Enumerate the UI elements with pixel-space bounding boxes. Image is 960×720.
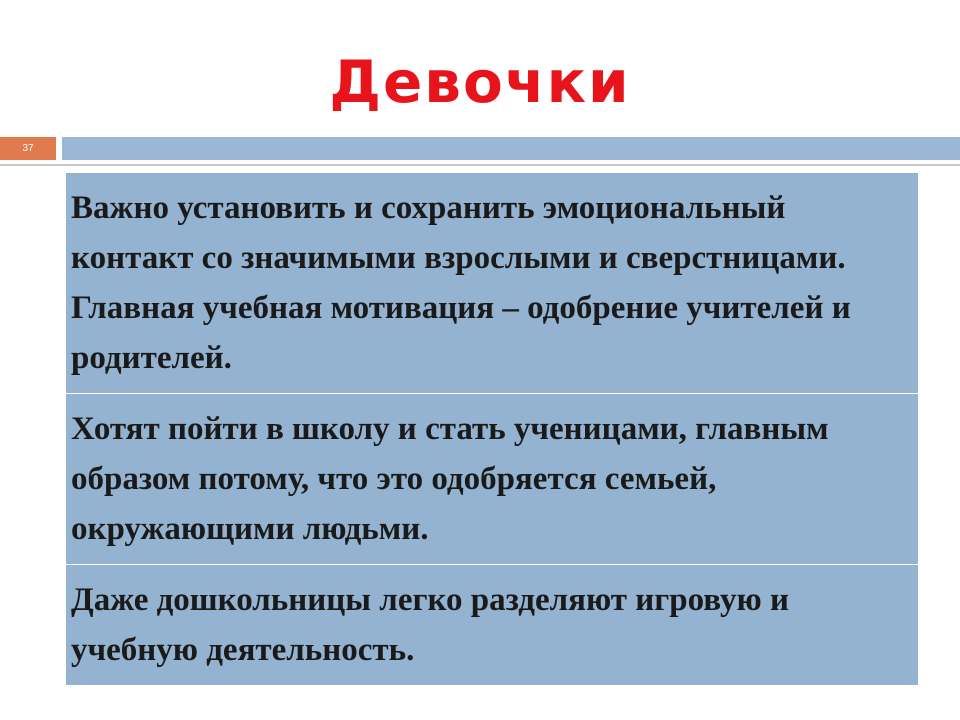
page-number-badge: 37 xyxy=(0,137,56,160)
table-cell: Даже дошкольницы легко разделяют игровую и учебную деятельность. xyxy=(66,565,919,686)
table-row xyxy=(66,173,919,394)
header-divider xyxy=(0,164,960,166)
table-row xyxy=(66,394,919,565)
table-cell: Важно установить и сохранить эмоциональный контакт со значимыми взрослыми и сверстницами. Главная учебная мотивация – одобрение учителей и родителей. xyxy=(66,173,919,394)
content-table xyxy=(65,172,919,686)
header-accent-bar xyxy=(62,137,960,160)
slide-title: Девочки xyxy=(329,48,631,116)
table-row xyxy=(66,565,919,686)
table-cell: Хотят пойти в школу и стать ученицами, главным образом потому, что это одобряется семьей, окружающими людьми. xyxy=(66,394,919,565)
